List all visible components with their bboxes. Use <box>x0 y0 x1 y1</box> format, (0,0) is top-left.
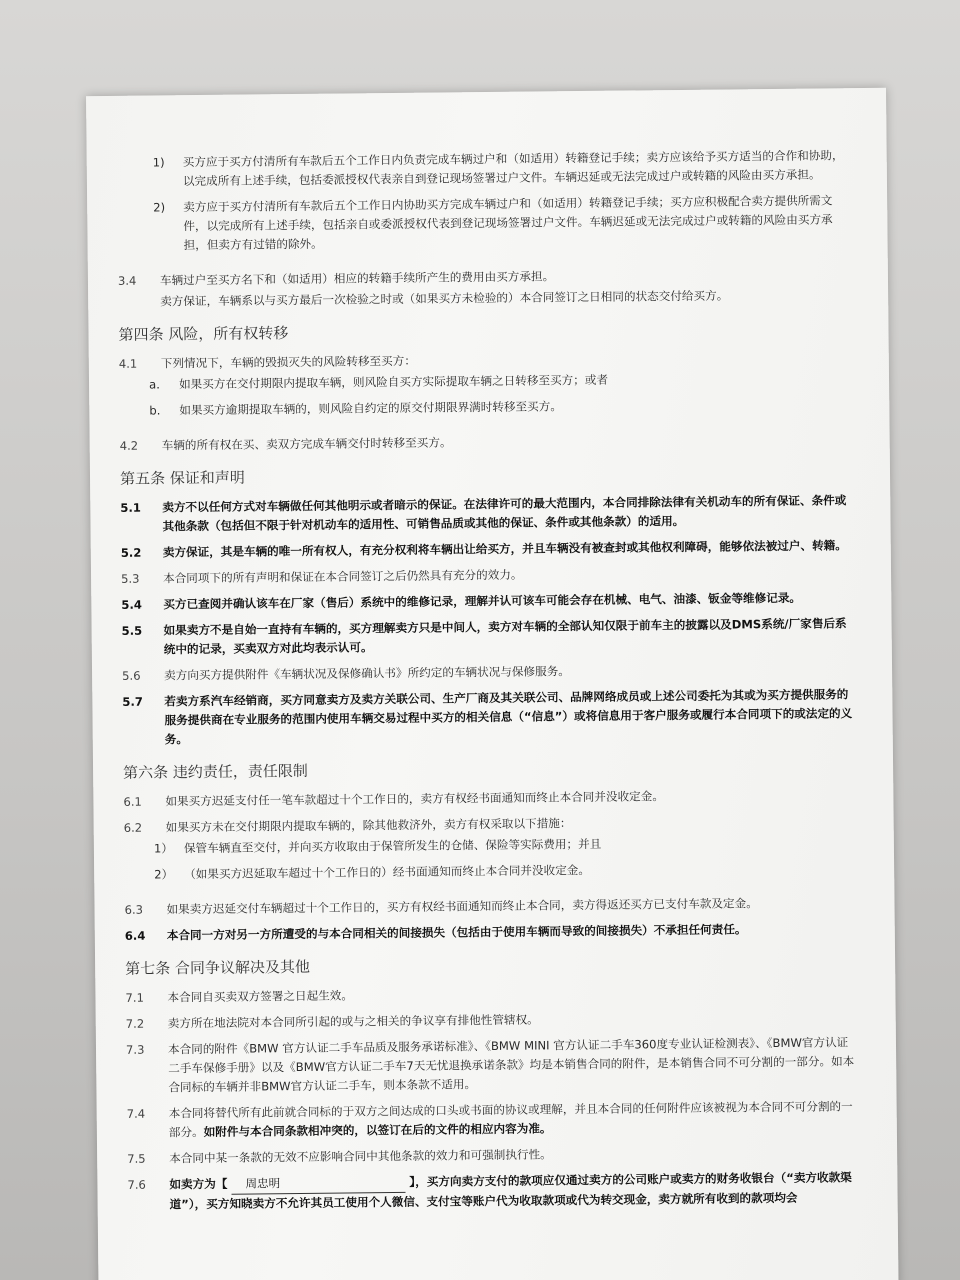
clause-text: 如果卖方不是自始一直持有车辆的，买方理解卖方只是中间人，卖方对车辆的全部认知仅限于前车主的披露以及DMS系统/厂家售后系统中的记录，买卖双方对此均表示认可。 <box>163 616 847 657</box>
item-text: 如果买方在交付期限内提取车辆，则风险自买方实际提取车辆之日转移至买方；或者 <box>178 372 609 392</box>
clause-4-1-b <box>149 394 849 420</box>
clause-text: 卖方不以任何方式对车辆做任何其他明示或者暗示的保证。在法律许可的最大范围内，本合同排除法律有关机动车的所有保证、条件或其他条款（包括但不限于针对机动车的适用性、可销售品质或其他的保证、条件或其他条款）的适用。 <box>162 493 847 534</box>
clause-text: 买方已查阅并确认该车在厂家（售后）系统中的维修记录，理解并认可该车可能会存在机械、电气、油漆、钣金等维修记录。 <box>163 590 802 612</box>
section-7-title: 第七条 合同争议解决及其他 <box>125 957 311 978</box>
clause-number: 5.3 <box>121 571 140 586</box>
clause-5-6 <box>122 659 852 686</box>
clause-text-bold: 如附件与本合同条款相冲突的，以签订在后的文件的相应内容为准。 <box>203 1121 552 1140</box>
clause-number: 7.4 <box>126 1106 146 1121</box>
clause-7-2 <box>126 1007 856 1034</box>
item-text: 保管车辆直至交付，并向买方收取由于保管所发生的仓储、保险等实际费用；并且 <box>183 836 602 856</box>
clause-number: 4.2 <box>119 438 139 453</box>
clause-number: 6.1 <box>123 794 142 809</box>
clause-text: 如果卖方迟延交付车辆超过十个工作日的，买方有权经书面通知而终止本合同，卖方得返还买方已支付车款及定金。 <box>166 896 758 917</box>
clause-number: 4.1 <box>118 356 138 371</box>
clause-text: 本合同的附件《BMW 官方认证二手车品质及服务承诺标准》、《BMW MINI 官方认证二手车360度专业认证检测表》、《BMW官方认证二手车保修手册》以及《BMW官方认证二手车7天无忧退换承诺条款》均是本销售合同的附件，是本销售合同不可分割的一部分。如本合同标的车辆并非BMW官方认证二手车，则本条款不适用。 <box>167 1035 855 1095</box>
clause-text: 卖方保证，其是车辆的唯一所有权人，有充分权利将车辆出让给买方，并且车辆没有被查封或其他权利障碍，能够依法被过户、转籍。 <box>162 538 847 560</box>
seller-name-field: 周忠明 <box>231 1173 405 1195</box>
clause-text: 若卖方系汽车经销商，买方同意卖方及卖方关联公司、生产厂商及其关联公司、品牌网络成员或上述公司委托为其或为买方提供服务的服务提供商在专业服务的范围内使用车辆交易过程中买方的相关信息（“信息”）或将信息用于客户服务或履行本合同项下的或法定的义务。 <box>164 687 853 747</box>
clause-number: 7.6 <box>127 1177 146 1192</box>
clause-3-3-item-1 <box>153 146 847 191</box>
clause-6-3 <box>124 893 854 920</box>
clause-5-2 <box>121 536 851 563</box>
clause-number: 3.4 <box>117 273 137 288</box>
item-number: 1) <box>152 155 165 170</box>
clause-number: 7.5 <box>127 1151 146 1166</box>
clause-number: 5.5 <box>121 623 143 638</box>
clause-3-3-item-2 <box>153 191 848 255</box>
item-number: 2) <box>153 200 166 215</box>
clause-number: 7.3 <box>125 1042 145 1057</box>
clause-prefix: 如卖方为【 <box>169 1176 228 1192</box>
clause-text-normal: 本合同将替代所有此前就合同标的于双方之间达成的口头或书面的协议或理解，并且本合同的任何附件应该被视为本合同不可分割的一部分。 <box>168 1099 853 1140</box>
contract-page <box>86 88 899 1280</box>
clause-text: 下列情况下，车辆的毁损灭失的风险转移至买方： <box>160 353 416 371</box>
section-4-title: 第四条 风险，所有权转移 <box>118 324 289 344</box>
clause-6-1 <box>123 785 853 812</box>
clause-text: 本合同项下的所有声明和保证在本合同签订之后仍然具有充分的效力。 <box>163 567 523 586</box>
clause-number: 5.6 <box>122 668 141 683</box>
clause-5-3 <box>121 562 851 589</box>
clause-number: 7.1 <box>125 990 144 1005</box>
clause-number: 5.4 <box>121 597 142 612</box>
clause-text: 卖方保证，车辆系以与买方最后一次检验之时或（如果买方未检验的）本合同签订之日相同的状态交付给买方。 <box>160 288 729 309</box>
clause-5-7 <box>122 685 853 750</box>
clause-number: 5.7 <box>122 694 143 709</box>
item-text: 买方应于买方付清所有车款后五个工作日内负责完成车辆过户和（如适用）转籍登记手续；卖方应该给予买方适当的合作和协助，以完成所有上述手续，包括委派授权代表亲自到登记现场签署过户文件。车辆迟延或无法完成过户或转籍的风险由买方承担。 <box>182 148 844 189</box>
item-text: 如果买方逾期提取车辆的，则风险自约定的原交付期限界满时转移至买方。 <box>179 399 562 418</box>
clause-7-3 <box>126 1033 857 1098</box>
clause-4-2 <box>120 429 850 456</box>
clause-text: 车辆过户至买方名下和（如适用）相应的转籍手续所产生的费用由买方承担。 <box>159 269 555 288</box>
clause-number: 5.2 <box>120 545 142 560</box>
clause-text: 卖方向买方提供附件《车辆状况及保修确认书》所约定的车辆状况与保修服务。 <box>164 664 570 683</box>
clause-number: 6.4 <box>124 928 146 943</box>
clause-text: 本合同一方对另一方所遭受的与本合同相关的间接损失（包括由于使用车辆而导致的间接损失）不承担任何责任。 <box>166 922 747 943</box>
clause-text: 卖方所在地法院对本合同所引起的或与之相关的争议享有排他性管辖权。 <box>167 1012 539 1031</box>
item-text: （如果买方迟延取车超过十个工作日的）经书面通知而终止本合同并没收定金。 <box>184 862 591 882</box>
clause-7-6 <box>127 1168 857 1215</box>
item-number: 1） <box>153 841 173 856</box>
clause-body: 】，买方向卖方支付的款项应仅通过卖方的公司账户或卖方的财务收银台（“卖方收款渠道”），买方知晓卖方不允许其员工使用个人微信、支付宝等账户代为收取款项或代为转交现金，卖方就所有收到的款项均会 <box>169 1170 852 1212</box>
clause-6-4 <box>125 919 855 946</box>
clause-6-2-item-2 <box>154 858 854 884</box>
clause-number: 6.2 <box>123 820 143 835</box>
clause-text <box>169 1097 857 1142</box>
item-letter: b. <box>149 403 161 418</box>
clause-number: 5.1 <box>120 500 141 515</box>
clause-7-4 <box>127 1097 857 1143</box>
item-text: 卖方应于买方付清所有车款后五个工作日内协助买方完成车辆过户和（如适用）转籍登记手续；买方应积极配合卖方提供所需文件，以完成所有上述手续，包括亲自或委派授权代表到登记现场签署过户文件。车辆迟延或无法完成过户或转籍的风险由买方承担，但卖方有过错的除外。 <box>183 193 833 253</box>
clause-text: 本合同自买卖双方签署之日起生效。 <box>167 988 354 1005</box>
clause-7-5 <box>127 1142 857 1169</box>
clause-5-5 <box>122 614 852 660</box>
clause-text: 车辆的所有权在买、卖双方完成车辆交付时转移至买方。 <box>161 435 452 453</box>
section-6-title: 第六条 违约责任，责任限制 <box>123 761 308 782</box>
clause-text <box>169 1168 857 1214</box>
item-number: 2） <box>154 867 174 882</box>
section-5-title: 第五条 保证和声明 <box>119 468 245 488</box>
clause-7-1 <box>125 981 855 1008</box>
contract-content <box>117 146 858 1222</box>
clause-text: 本合同中某一条款的无效不应影响合同中其他条款的效力和可强制执行性。 <box>169 1147 552 1166</box>
clause-text: 如果买方未在交付期限内提取车辆的，除其他救济外，卖方有权采取以下措施： <box>165 816 572 835</box>
clause-text: 如果买方迟延支付任一笔车款超过十个工作日的，卖方有权经书面通知而终止本合同并没收定金。 <box>165 789 665 809</box>
clause-5-1 <box>120 491 850 537</box>
clause-5-4 <box>121 588 851 615</box>
item-letter: a. <box>148 377 160 392</box>
clause-number: 6.3 <box>124 902 144 917</box>
clause-number: 7.2 <box>125 1016 145 1031</box>
